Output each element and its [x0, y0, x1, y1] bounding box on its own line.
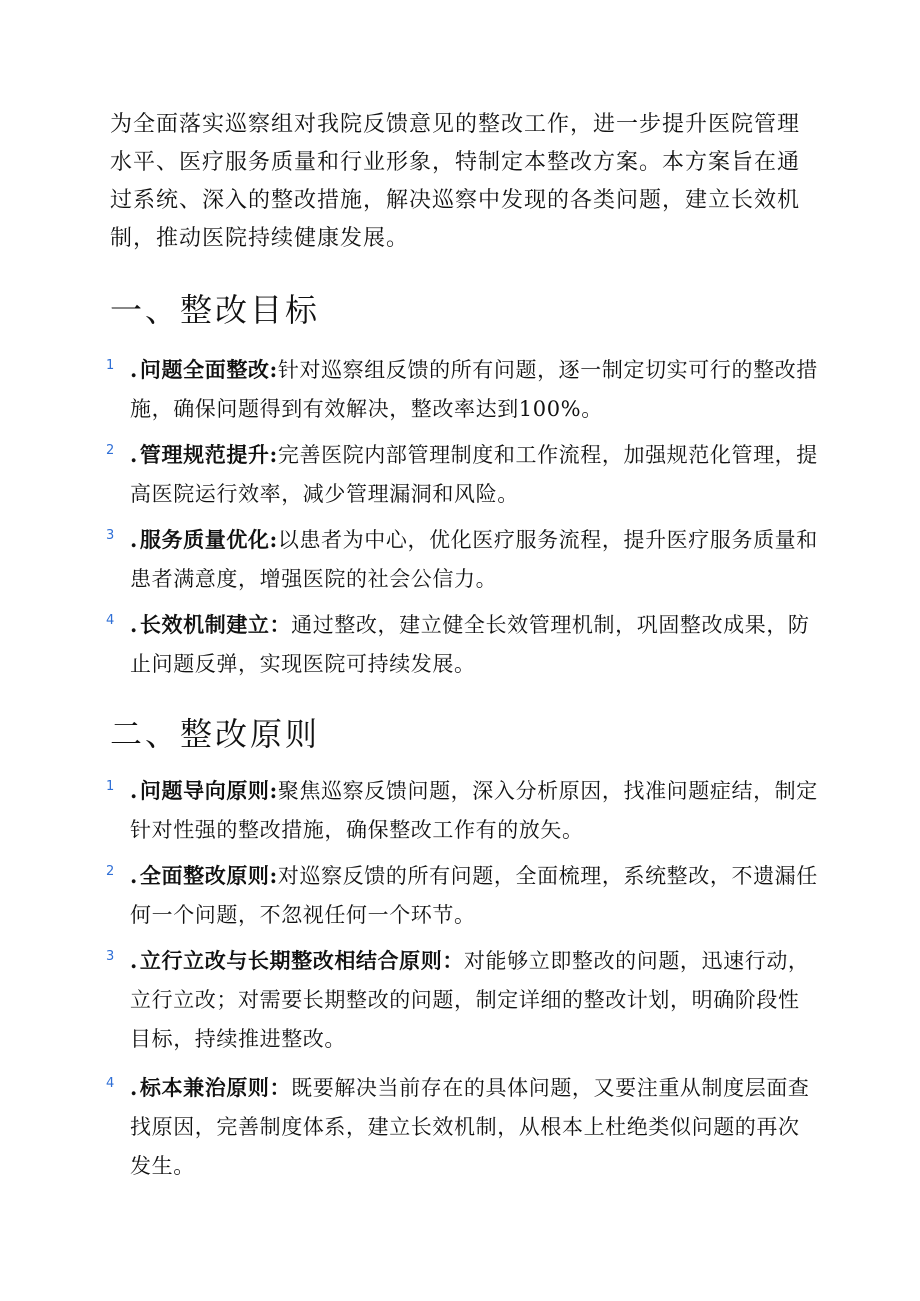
- list-number: 1: [106, 358, 115, 373]
- item-text: 针对巡察组反馈的所有问题，逐一制定切实可行的整改措施，确保问题得到有效解决，整改率达到100%。: [130, 358, 818, 421]
- list-number: 2: [106, 864, 115, 879]
- intro-paragraph: 为全面落实巡察组对我院反馈意见的整改工作，进一步提升医院管理水平、医疗服务质量和行业形象，特制定本整改方案。本方案旨在通过系统、深入的整改措施，解决巡察中发现的各类问题，建立长效机制，推动医院持续健康发展。: [110, 112, 801, 251]
- list-item: 1 .问题全面整改:针对巡察组反馈的所有问题，逐一制定切实可行的整改措施，确保问题得到有效解决，整改率达到100%。: [106, 357, 818, 421]
- item-term: 管理规范提升:: [139, 442, 278, 467]
- section-heading-principles: 二、整改原则: [110, 715, 321, 753]
- list-item: 4 .标本兼治原则：既要解决当前存在的具体问题，又要注重从制度层面查找原因，完善制度体系，建立长效机制，从根本上杜绝类似问题的再次发生。: [106, 1075, 810, 1178]
- item-text: 既要解决当前存在的具体问题，又要注重从制度层面查找原因，完善制度体系，建立长效机制，从根本上杜绝类似问题的再次发生。: [130, 1076, 810, 1178]
- list-number: 4: [106, 1076, 115, 1091]
- item-text: 聚焦巡察反馈问题，深入分析原因，找准问题症结，制定针对性强的整改措施，确保整改工作有的放矢。: [130, 779, 818, 842]
- list-number: 3: [106, 949, 115, 964]
- list-item: 2 .管理规范提升:完善医院内部管理制度和工作流程，加强规范化管理，提高医院运行效率，减少管理漏洞和风险。: [106, 442, 818, 506]
- item-term: 全面整改原则:: [139, 863, 278, 888]
- item-term: 服务质量优化:: [139, 527, 278, 552]
- item-term: 长效机制建立：: [139, 612, 292, 637]
- list-item: 3 .服务质量优化:以患者为中心，优化医疗服务流程，提升医疗服务质量和患者满意度，增强医院的社会公信力。: [106, 527, 818, 591]
- item-text: 完善医院内部管理制度和工作流程，加强规范化管理，提高医院运行效率，减少管理漏洞和风险。: [130, 443, 818, 506]
- item-term: 标本兼治原则：: [139, 1075, 292, 1100]
- section-heading-goals: 一、整改目标: [110, 291, 321, 329]
- item-text: 对巡察反馈的所有问题，全面梳理，系统整改，不遗漏任何一个问题，不忽视任何一个环节。: [130, 864, 818, 927]
- item-text: 通过整改，建立健全长效管理机制，巩固整改成果，防止问题反弹，实现医院可持续发展。: [130, 613, 810, 676]
- item-term: 问题全面整改:: [139, 357, 278, 382]
- list-item: 2 .全面整改原则:对巡察反馈的所有问题，全面梳理，系统整改，不遗漏任何一个问题，不忽视任何一个环节。: [106, 863, 818, 927]
- list-item: 4 .长效机制建立：通过整改，建立健全长效管理机制，巩固整改成果，防止问题反弹，实现医院可持续发展。: [106, 612, 810, 676]
- list-item: 3 .立行立改与长期整改相结合原则：对能够立即整改的问题，迅速行动，立行立改；对需要长期整改的问题，制定详细的整改计划，明确阶段性目标，持续推进整改。: [106, 948, 810, 1051]
- list-number: 2: [106, 443, 115, 458]
- list-number: 1: [106, 779, 115, 794]
- item-text: 对能够立即整改的问题，迅速行动，立行立改；对需要长期整改的问题，制定详细的整改计划，明确阶段性目标，持续推进整改。: [130, 949, 810, 1051]
- list-number: 4: [106, 613, 115, 628]
- item-term: 问题导向原则:: [139, 778, 278, 803]
- list-item: 1 .问题导向原则:聚焦巡察反馈问题，深入分析原因，找准问题症结，制定针对性强的整改措施，确保整改工作有的放矢。: [106, 778, 818, 842]
- list-number: 3: [106, 528, 115, 543]
- item-term: 立行立改与长期整改相结合原则：: [139, 948, 464, 973]
- item-text: 以患者为中心，优化医疗服务流程，提升医疗服务质量和患者满意度，增强医院的社会公信力。: [130, 528, 818, 591]
